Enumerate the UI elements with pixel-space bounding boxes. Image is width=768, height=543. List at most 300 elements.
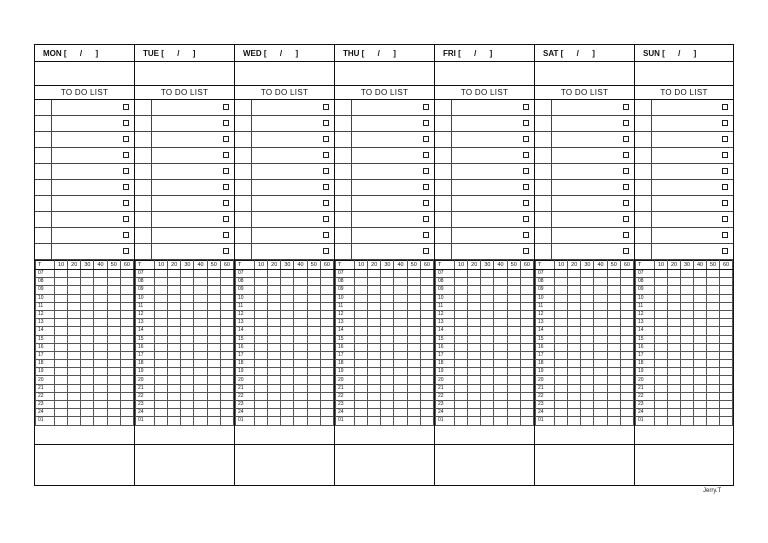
time-slot-cell[interactable] bbox=[155, 360, 168, 368]
time-slot-cell[interactable] bbox=[68, 286, 81, 294]
time-slot-cell[interactable] bbox=[494, 384, 507, 392]
time-slot-cell[interactable] bbox=[207, 302, 220, 310]
time-slot-cell[interactable] bbox=[207, 401, 220, 409]
time-slot-cell[interactable] bbox=[68, 409, 81, 417]
time-slot-cell[interactable] bbox=[420, 278, 433, 286]
time-slot-cell[interactable] bbox=[181, 270, 194, 278]
todo-text-field[interactable] bbox=[152, 228, 234, 243]
time-slot-cell[interactable] bbox=[520, 327, 533, 335]
time-slot-cell[interactable] bbox=[268, 376, 281, 384]
time-slot-cell[interactable] bbox=[194, 319, 207, 327]
time-slot-cell[interactable] bbox=[120, 319, 133, 327]
todo-row[interactable] bbox=[35, 100, 134, 116]
time-slot-cell[interactable] bbox=[355, 302, 368, 310]
time-slot-cell[interactable] bbox=[468, 319, 481, 327]
time-slot-cell[interactable] bbox=[155, 278, 168, 286]
time-slot-cell[interactable] bbox=[620, 335, 633, 343]
todo-text-field[interactable] bbox=[252, 100, 334, 115]
time-slot-cell[interactable] bbox=[668, 335, 681, 343]
time-slot-cell[interactable] bbox=[707, 368, 720, 376]
todo-row[interactable] bbox=[235, 180, 334, 196]
todo-text-field[interactable] bbox=[552, 244, 634, 259]
time-slot-cell[interactable] bbox=[655, 360, 668, 368]
time-slot-cell[interactable] bbox=[720, 310, 733, 318]
time-slot-cell[interactable] bbox=[281, 360, 294, 368]
time-slot-cell[interactable] bbox=[268, 417, 281, 425]
time-slot-cell[interactable] bbox=[668, 310, 681, 318]
time-slot-cell[interactable] bbox=[655, 278, 668, 286]
time-slot-cell[interactable] bbox=[520, 335, 533, 343]
time-slot-cell[interactable] bbox=[281, 417, 294, 425]
time-slot-cell[interactable] bbox=[268, 343, 281, 351]
time-slot-cell[interactable] bbox=[720, 335, 733, 343]
time-slot-cell[interactable] bbox=[568, 417, 581, 425]
day-memo-box[interactable] bbox=[35, 444, 134, 485]
time-slot-cell[interactable] bbox=[255, 351, 268, 359]
time-slot-cell[interactable] bbox=[707, 376, 720, 384]
time-slot-cell[interactable] bbox=[407, 302, 420, 310]
todo-row[interactable] bbox=[435, 212, 534, 228]
time-slot-cell[interactable] bbox=[720, 351, 733, 359]
time-slot-cell[interactable] bbox=[468, 335, 481, 343]
time-slot-cell[interactable] bbox=[507, 409, 520, 417]
time-slot-cell[interactable] bbox=[194, 286, 207, 294]
time-slot-cell[interactable] bbox=[594, 351, 607, 359]
todo-row[interactable] bbox=[235, 164, 334, 180]
time-slot-cell[interactable] bbox=[581, 401, 594, 409]
time-slot-cell[interactable] bbox=[155, 409, 168, 417]
time-slot-cell[interactable] bbox=[194, 401, 207, 409]
time-slot-cell[interactable] bbox=[107, 335, 120, 343]
time-slot-cell[interactable] bbox=[568, 270, 581, 278]
time-slot-cell[interactable] bbox=[155, 302, 168, 310]
time-slot-cell[interactable] bbox=[255, 278, 268, 286]
time-slot-cell[interactable] bbox=[220, 270, 233, 278]
time-slot-cell[interactable] bbox=[394, 409, 407, 417]
checkbox-icon[interactable] bbox=[223, 184, 229, 190]
time-slot-cell[interactable] bbox=[520, 409, 533, 417]
time-slot-cell[interactable] bbox=[307, 392, 320, 400]
time-slot-cell[interactable] bbox=[181, 327, 194, 335]
time-slot-cell[interactable] bbox=[455, 343, 468, 351]
time-slot-cell[interactable] bbox=[694, 417, 707, 425]
time-slot-cell[interactable] bbox=[194, 294, 207, 302]
time-slot-cell[interactable] bbox=[420, 351, 433, 359]
time-slot-cell[interactable] bbox=[220, 401, 233, 409]
time-slot-cell[interactable] bbox=[320, 310, 333, 318]
time-slot-cell[interactable] bbox=[120, 310, 133, 318]
time-slot-cell[interactable] bbox=[581, 409, 594, 417]
time-slot-cell[interactable] bbox=[381, 360, 394, 368]
time-slot-cell[interactable] bbox=[307, 286, 320, 294]
todo-text-field[interactable] bbox=[352, 196, 434, 211]
time-slot-cell[interactable] bbox=[681, 286, 694, 294]
time-slot-cell[interactable] bbox=[555, 278, 568, 286]
time-slot-cell[interactable] bbox=[681, 310, 694, 318]
time-slot-cell[interactable] bbox=[220, 368, 233, 376]
time-slot-cell[interactable] bbox=[494, 335, 507, 343]
time-slot-cell[interactable] bbox=[507, 351, 520, 359]
time-slot-cell[interactable] bbox=[368, 351, 381, 359]
time-slot-cell[interactable] bbox=[520, 310, 533, 318]
time-slot-cell[interactable] bbox=[107, 409, 120, 417]
time-slot-cell[interactable] bbox=[355, 351, 368, 359]
time-slot-cell[interactable] bbox=[455, 409, 468, 417]
time-slot-cell[interactable] bbox=[94, 409, 107, 417]
time-slot-cell[interactable] bbox=[281, 335, 294, 343]
time-slot-cell[interactable] bbox=[281, 384, 294, 392]
time-slot-cell[interactable] bbox=[568, 310, 581, 318]
time-slot-cell[interactable] bbox=[355, 417, 368, 425]
time-slot-cell[interactable] bbox=[707, 409, 720, 417]
time-slot-cell[interactable] bbox=[481, 392, 494, 400]
time-slot-cell[interactable] bbox=[355, 401, 368, 409]
time-slot-cell[interactable] bbox=[620, 270, 633, 278]
time-slot-cell[interactable] bbox=[681, 302, 694, 310]
time-slot-cell[interactable] bbox=[368, 335, 381, 343]
day-memo-box[interactable] bbox=[435, 444, 534, 485]
todo-row[interactable] bbox=[535, 196, 634, 212]
time-slot-cell[interactable] bbox=[55, 368, 68, 376]
time-slot-cell[interactable] bbox=[168, 327, 181, 335]
checkbox-icon[interactable] bbox=[623, 152, 629, 158]
time-slot-cell[interactable] bbox=[320, 384, 333, 392]
time-slot-cell[interactable] bbox=[494, 392, 507, 400]
day-memo-box[interactable] bbox=[335, 444, 434, 485]
todo-text-field[interactable] bbox=[452, 148, 534, 163]
time-slot-cell[interactable] bbox=[294, 343, 307, 351]
time-slot-cell[interactable] bbox=[194, 310, 207, 318]
time-slot-cell[interactable] bbox=[194, 351, 207, 359]
todo-text-field[interactable] bbox=[52, 100, 134, 115]
time-slot-cell[interactable] bbox=[120, 417, 133, 425]
time-slot-cell[interactable] bbox=[468, 327, 481, 335]
time-slot-cell[interactable] bbox=[455, 401, 468, 409]
time-slot-cell[interactable] bbox=[668, 351, 681, 359]
todo-row[interactable] bbox=[535, 100, 634, 116]
time-slot-cell[interactable] bbox=[107, 401, 120, 409]
time-slot-cell[interactable] bbox=[681, 278, 694, 286]
time-slot-cell[interactable] bbox=[94, 368, 107, 376]
time-slot-cell[interactable] bbox=[255, 392, 268, 400]
time-slot-cell[interactable] bbox=[681, 401, 694, 409]
time-slot-cell[interactable] bbox=[320, 278, 333, 286]
time-slot-cell[interactable] bbox=[655, 343, 668, 351]
time-slot-cell[interactable] bbox=[707, 417, 720, 425]
time-slot-cell[interactable] bbox=[394, 368, 407, 376]
time-slot-cell[interactable] bbox=[220, 417, 233, 425]
time-slot-cell[interactable] bbox=[720, 302, 733, 310]
time-slot-cell[interactable] bbox=[168, 351, 181, 359]
time-slot-cell[interactable] bbox=[207, 376, 220, 384]
time-slot-cell[interactable] bbox=[207, 327, 220, 335]
checkbox-icon[interactable] bbox=[523, 184, 529, 190]
todo-row[interactable] bbox=[435, 116, 534, 132]
time-slot-cell[interactable] bbox=[481, 401, 494, 409]
time-slot-cell[interactable] bbox=[107, 376, 120, 384]
time-slot-cell[interactable] bbox=[481, 310, 494, 318]
todo-row[interactable] bbox=[135, 244, 234, 260]
checkbox-icon[interactable] bbox=[523, 232, 529, 238]
time-slot-cell[interactable] bbox=[620, 327, 633, 335]
time-slot-cell[interactable] bbox=[568, 409, 581, 417]
time-slot-cell[interactable] bbox=[455, 335, 468, 343]
time-slot-cell[interactable] bbox=[455, 351, 468, 359]
todo-row[interactable] bbox=[335, 228, 434, 244]
time-slot-cell[interactable] bbox=[55, 417, 68, 425]
time-slot-cell[interactable] bbox=[107, 417, 120, 425]
time-slot-cell[interactable] bbox=[620, 376, 633, 384]
time-slot-cell[interactable] bbox=[155, 376, 168, 384]
time-slot-cell[interactable] bbox=[620, 384, 633, 392]
time-slot-cell[interactable] bbox=[281, 270, 294, 278]
time-slot-cell[interactable] bbox=[568, 384, 581, 392]
time-slot-cell[interactable] bbox=[455, 417, 468, 425]
day-header[interactable]: THU [ / ] bbox=[335, 45, 434, 62]
time-slot-cell[interactable] bbox=[394, 351, 407, 359]
time-slot-cell[interactable] bbox=[594, 368, 607, 376]
time-slot-cell[interactable] bbox=[255, 270, 268, 278]
time-slot-cell[interactable] bbox=[381, 335, 394, 343]
checkbox-icon[interactable] bbox=[423, 168, 429, 174]
time-slot-cell[interactable] bbox=[481, 335, 494, 343]
todo-row[interactable] bbox=[35, 228, 134, 244]
time-slot-cell[interactable] bbox=[68, 335, 81, 343]
time-slot-cell[interactable] bbox=[55, 392, 68, 400]
checkbox-icon[interactable] bbox=[623, 184, 629, 190]
time-slot-cell[interactable] bbox=[555, 368, 568, 376]
time-slot-cell[interactable] bbox=[355, 278, 368, 286]
time-slot-cell[interactable] bbox=[468, 294, 481, 302]
time-slot-cell[interactable] bbox=[420, 319, 433, 327]
time-slot-cell[interactable] bbox=[481, 417, 494, 425]
checkbox-icon[interactable] bbox=[323, 184, 329, 190]
todo-text-field[interactable] bbox=[52, 132, 134, 147]
time-slot-cell[interactable] bbox=[168, 310, 181, 318]
time-slot-cell[interactable] bbox=[555, 327, 568, 335]
time-slot-cell[interactable] bbox=[320, 327, 333, 335]
time-slot-cell[interactable] bbox=[707, 294, 720, 302]
time-slot-cell[interactable] bbox=[707, 401, 720, 409]
time-slot-cell[interactable] bbox=[481, 343, 494, 351]
time-slot-cell[interactable] bbox=[381, 376, 394, 384]
checkbox-icon[interactable] bbox=[123, 232, 129, 238]
time-slot-cell[interactable] bbox=[655, 319, 668, 327]
time-slot-cell[interactable] bbox=[707, 302, 720, 310]
time-slot-cell[interactable] bbox=[281, 310, 294, 318]
time-slot-cell[interactable] bbox=[181, 278, 194, 286]
time-slot-cell[interactable] bbox=[655, 417, 668, 425]
time-slot-cell[interactable] bbox=[220, 327, 233, 335]
time-slot-cell[interactable] bbox=[268, 286, 281, 294]
todo-row[interactable] bbox=[335, 196, 434, 212]
time-slot-cell[interactable] bbox=[494, 302, 507, 310]
checkbox-icon[interactable] bbox=[123, 184, 129, 190]
time-slot-cell[interactable] bbox=[155, 294, 168, 302]
time-slot-cell[interactable] bbox=[181, 376, 194, 384]
time-slot-cell[interactable] bbox=[407, 401, 420, 409]
time-slot-cell[interactable] bbox=[555, 417, 568, 425]
time-slot-cell[interactable] bbox=[168, 384, 181, 392]
todo-text-field[interactable] bbox=[152, 212, 234, 227]
todo-text-field[interactable] bbox=[452, 132, 534, 147]
time-slot-cell[interactable] bbox=[568, 286, 581, 294]
time-slot-cell[interactable] bbox=[268, 409, 281, 417]
time-slot-cell[interactable] bbox=[307, 343, 320, 351]
todo-text-field[interactable] bbox=[552, 100, 634, 115]
time-slot-cell[interactable] bbox=[581, 417, 594, 425]
time-slot-cell[interactable] bbox=[494, 294, 507, 302]
time-slot-cell[interactable] bbox=[120, 327, 133, 335]
time-slot-cell[interactable] bbox=[555, 302, 568, 310]
time-slot-cell[interactable] bbox=[568, 401, 581, 409]
checkbox-icon[interactable] bbox=[423, 136, 429, 142]
time-slot-cell[interactable] bbox=[320, 319, 333, 327]
time-slot-cell[interactable] bbox=[607, 401, 620, 409]
checkbox-icon[interactable] bbox=[423, 104, 429, 110]
time-slot-cell[interactable] bbox=[481, 351, 494, 359]
time-slot-cell[interactable] bbox=[355, 327, 368, 335]
time-slot-cell[interactable] bbox=[668, 392, 681, 400]
todo-row[interactable] bbox=[35, 164, 134, 180]
time-slot-cell[interactable] bbox=[281, 392, 294, 400]
time-slot-cell[interactable] bbox=[620, 302, 633, 310]
time-slot-cell[interactable] bbox=[468, 401, 481, 409]
time-slot-cell[interactable] bbox=[655, 294, 668, 302]
time-slot-cell[interactable] bbox=[507, 335, 520, 343]
time-slot-cell[interactable] bbox=[694, 310, 707, 318]
time-slot-cell[interactable] bbox=[555, 392, 568, 400]
todo-text-field[interactable] bbox=[452, 196, 534, 211]
time-slot-cell[interactable] bbox=[507, 310, 520, 318]
time-slot-cell[interactable] bbox=[207, 360, 220, 368]
time-slot-cell[interactable] bbox=[281, 319, 294, 327]
todo-text-field[interactable] bbox=[352, 228, 434, 243]
todo-text-field[interactable] bbox=[52, 116, 134, 131]
time-slot-cell[interactable] bbox=[607, 294, 620, 302]
time-slot-cell[interactable] bbox=[268, 319, 281, 327]
time-slot-cell[interactable] bbox=[194, 327, 207, 335]
time-slot-cell[interactable] bbox=[620, 278, 633, 286]
time-slot-cell[interactable] bbox=[681, 294, 694, 302]
time-slot-cell[interactable] bbox=[668, 384, 681, 392]
time-slot-cell[interactable] bbox=[655, 286, 668, 294]
todo-row[interactable] bbox=[435, 228, 534, 244]
time-slot-cell[interactable] bbox=[481, 384, 494, 392]
time-slot-cell[interactable] bbox=[168, 401, 181, 409]
time-slot-cell[interactable] bbox=[394, 310, 407, 318]
time-slot-cell[interactable] bbox=[481, 278, 494, 286]
time-slot-cell[interactable] bbox=[720, 360, 733, 368]
time-slot-cell[interactable] bbox=[420, 310, 433, 318]
time-slot-cell[interactable] bbox=[94, 270, 107, 278]
time-slot-cell[interactable] bbox=[507, 327, 520, 335]
time-slot-cell[interactable] bbox=[68, 376, 81, 384]
checkbox-icon[interactable] bbox=[623, 200, 629, 206]
time-slot-cell[interactable] bbox=[120, 278, 133, 286]
time-slot-cell[interactable] bbox=[281, 376, 294, 384]
todo-text-field[interactable] bbox=[552, 116, 634, 131]
todo-text-field[interactable] bbox=[152, 180, 234, 195]
time-slot-cell[interactable] bbox=[255, 368, 268, 376]
time-slot-cell[interactable] bbox=[394, 417, 407, 425]
todo-row[interactable] bbox=[435, 148, 534, 164]
time-slot-cell[interactable] bbox=[255, 335, 268, 343]
time-slot-cell[interactable] bbox=[94, 310, 107, 318]
time-slot-cell[interactable] bbox=[194, 335, 207, 343]
time-slot-cell[interactable] bbox=[281, 286, 294, 294]
time-slot-cell[interactable] bbox=[294, 286, 307, 294]
time-slot-cell[interactable] bbox=[607, 343, 620, 351]
todo-row[interactable] bbox=[535, 228, 634, 244]
time-slot-cell[interactable] bbox=[368, 286, 381, 294]
time-slot-cell[interactable] bbox=[494, 417, 507, 425]
time-slot-cell[interactable] bbox=[268, 278, 281, 286]
todo-text-field[interactable] bbox=[452, 116, 534, 131]
time-slot-cell[interactable] bbox=[320, 335, 333, 343]
time-slot-cell[interactable] bbox=[668, 343, 681, 351]
time-slot-cell[interactable] bbox=[294, 360, 307, 368]
time-slot-cell[interactable] bbox=[668, 360, 681, 368]
time-slot-cell[interactable] bbox=[107, 294, 120, 302]
todo-text-field[interactable] bbox=[152, 196, 234, 211]
time-slot-cell[interactable] bbox=[681, 376, 694, 384]
time-slot-cell[interactable] bbox=[68, 392, 81, 400]
time-slot-cell[interactable] bbox=[220, 294, 233, 302]
time-slot-cell[interactable] bbox=[168, 343, 181, 351]
time-slot-cell[interactable] bbox=[107, 302, 120, 310]
time-slot-cell[interactable] bbox=[155, 392, 168, 400]
time-slot-cell[interactable] bbox=[55, 376, 68, 384]
checkbox-icon[interactable] bbox=[123, 136, 129, 142]
time-slot-cell[interactable] bbox=[294, 335, 307, 343]
time-slot-cell[interactable] bbox=[94, 384, 107, 392]
time-slot-cell[interactable] bbox=[168, 302, 181, 310]
time-slot-cell[interactable] bbox=[568, 278, 581, 286]
day-header[interactable]: WED [ / ] bbox=[235, 45, 334, 62]
checkbox-icon[interactable] bbox=[323, 120, 329, 126]
time-slot-cell[interactable] bbox=[81, 351, 94, 359]
time-slot-cell[interactable] bbox=[355, 270, 368, 278]
todo-text-field[interactable] bbox=[52, 196, 134, 211]
time-slot-cell[interactable] bbox=[707, 343, 720, 351]
time-slot-cell[interactable] bbox=[494, 351, 507, 359]
time-slot-cell[interactable] bbox=[55, 327, 68, 335]
time-slot-cell[interactable] bbox=[181, 392, 194, 400]
time-slot-cell[interactable] bbox=[468, 351, 481, 359]
todo-row[interactable] bbox=[535, 180, 634, 196]
time-slot-cell[interactable] bbox=[407, 278, 420, 286]
todo-text-field[interactable] bbox=[152, 164, 234, 179]
time-slot-cell[interactable] bbox=[355, 360, 368, 368]
checkbox-icon[interactable] bbox=[623, 168, 629, 174]
time-slot-cell[interactable] bbox=[194, 417, 207, 425]
time-slot-cell[interactable] bbox=[220, 351, 233, 359]
checkbox-icon[interactable] bbox=[722, 120, 728, 126]
time-slot-cell[interactable] bbox=[168, 278, 181, 286]
time-slot-cell[interactable] bbox=[507, 360, 520, 368]
time-slot-cell[interactable] bbox=[494, 286, 507, 294]
time-slot-cell[interactable] bbox=[368, 319, 381, 327]
time-slot-cell[interactable] bbox=[255, 360, 268, 368]
time-slot-cell[interactable] bbox=[294, 294, 307, 302]
time-slot-cell[interactable] bbox=[455, 392, 468, 400]
time-slot-cell[interactable] bbox=[181, 409, 194, 417]
time-slot-cell[interactable] bbox=[68, 417, 81, 425]
time-slot-cell[interactable] bbox=[581, 351, 594, 359]
time-slot-cell[interactable] bbox=[668, 270, 681, 278]
todo-text-field[interactable] bbox=[252, 132, 334, 147]
